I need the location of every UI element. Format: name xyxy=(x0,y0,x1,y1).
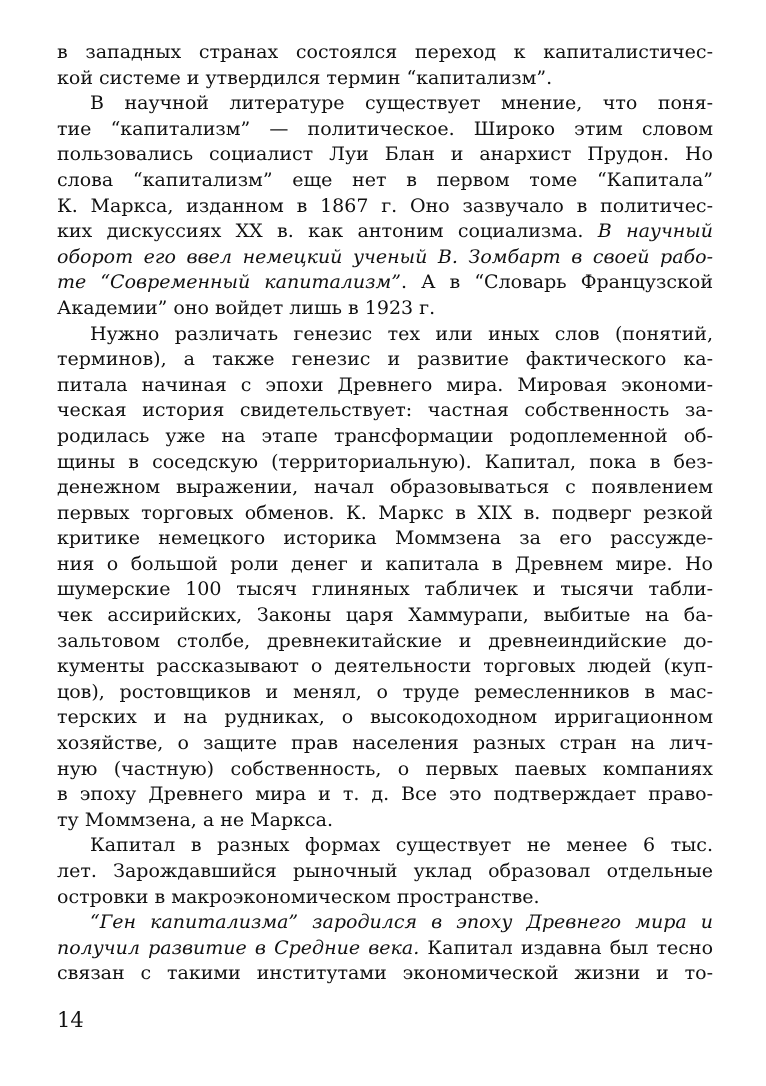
text-line: в западных странах состоялся переход к капиталистичес- xyxy=(57,41,713,63)
page-body xyxy=(57,40,713,987)
text-line: тие “капитализм” — политическое. Широко этим словом xyxy=(57,117,713,140)
italic-span: В научный xyxy=(597,220,713,243)
text-line: К. Маркса, изданном в 1867 г. Оно зазвучало в политичес- xyxy=(57,194,713,217)
text-line xyxy=(57,936,713,962)
text-line: кой системе и утвердился термин “капитализм”. xyxy=(57,66,553,89)
text-span: . А в “Словарь Французской xyxy=(400,271,713,294)
text-line: чек ассирийских, Законы царя Хаммурапи, выбитые на ба- xyxy=(57,604,713,627)
italic-span: оборот его ввел немецкий ученый В. Зомбарт в своей рабо- xyxy=(57,245,713,268)
text-line: Нужно различать генезис тех или иных слов (понятий, xyxy=(90,322,713,345)
text-line: островки в макроэкономическом пространстве. xyxy=(57,885,540,908)
text-line: цов), ростовщиков и менял, о труде ремесленников в мас- xyxy=(57,680,713,703)
text-line xyxy=(57,245,713,271)
italic-span: “Ген капитализма” зародился в эпоху Древнего мира и xyxy=(90,911,713,934)
text-line: кументы рассказывают о деятельности торговых людей (куп- xyxy=(57,655,713,678)
text-line: критике немецкого историка Моммзена за его рассужде- xyxy=(57,527,713,550)
page-number: 14 xyxy=(57,1008,84,1032)
text-line xyxy=(57,910,713,936)
text-span: ких дискуссиях XX в. как антоним социализма. xyxy=(57,220,598,243)
text-line: хозяйстве, о защите прав населения разных стран на лич- xyxy=(57,732,713,755)
text-line: первых торговых обменов. К. Маркс в XIX в. подверг резкой xyxy=(57,501,713,524)
text-line: питала начиная с эпохи Древнего мира. Мировая экономи- xyxy=(57,373,713,396)
text-line: слова “капитализм” еще нет в первом томе “Капитала” xyxy=(57,168,713,191)
text-line: в эпоху Древнего мира и т. д. Все это подтверждает право- xyxy=(57,783,713,806)
text-line: родилась уже на этапе трансформации родоплеменной об- xyxy=(57,424,713,447)
text-line: терминов), а также генезис и развитие фактического ка- xyxy=(57,348,713,371)
text-line: Капитал в разных формах существует не менее 6 тыс. xyxy=(90,834,713,857)
text-line: ную (частную) собственность, о первых паевых компаниях xyxy=(57,757,713,780)
text-line xyxy=(57,270,713,296)
text-line: Академии” оно войдет лишь в 1923 г. xyxy=(57,296,436,319)
text-line: пользовались социалист Луи Блан и анархист Прудон. Но xyxy=(57,143,713,166)
text-line: В научной литературе существует мнение, что поня- xyxy=(90,92,713,115)
text-line: ческая история свидетельствует: частная собственность за- xyxy=(57,399,713,422)
text-line: ния о большой роли денег и капитала в Древнем мире. Но xyxy=(57,552,713,575)
text-line: ту Моммзена, а не Маркса. xyxy=(57,808,334,831)
text-line: денежном выражении, начал образовываться с появлением xyxy=(57,476,713,499)
text-line: связан с такими институтами экономической жизни и то- xyxy=(57,962,713,985)
text-line: терских и на рудниках, о высокодоходном ирригационном xyxy=(57,706,713,729)
italic-span: получил развитие в Средние века. xyxy=(57,936,420,959)
text-line: лет. Зарождавшийся рыночный уклад образовал отдельные xyxy=(57,860,713,882)
text-line xyxy=(57,219,713,245)
text-line: шумерские 100 тысяч глиняных табличек и тысячи табли- xyxy=(57,578,713,601)
italic-span: те “Современный капитализм” xyxy=(57,271,401,294)
text-line: зальтовом столбе, древнекитайские и древнеиндийские до- xyxy=(57,629,713,652)
text-line: щины в соседскую (территориальную). Капитал, пока в без- xyxy=(57,450,713,473)
text-span: Капитал издавна был тесно xyxy=(419,936,713,959)
